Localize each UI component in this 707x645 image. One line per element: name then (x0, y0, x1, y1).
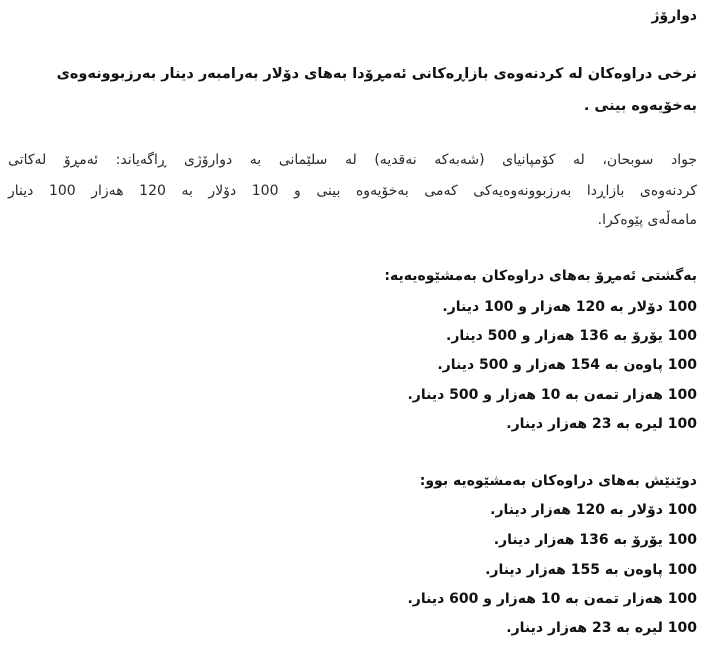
today-rate-dollar: 100 دۆلار بە 120 هەزار و 100 دینار. (442, 299, 697, 315)
today-rate-pound: 100 پاوەن بە 154 هەزار و 500 دینار. (437, 357, 697, 373)
yesterday-rate-lira: 100 لیرە بە 23 هەزار دینار. (506, 620, 697, 636)
yesterday-rate-toman: 100 هەزار تمەن بە 10 هەزار و 600 دینار. (407, 591, 697, 607)
paragraph-line-1: جواد سوبحان، لە کۆمپانیای (شەبەکە نەقدیە) لە سلێمانی بە دوارۆژی ڕاگەیاند: ئەمڕۆ لەکاتی (8, 152, 697, 168)
document-title: دوارۆژ (651, 8, 697, 24)
yesterday-rate-pound: 100 پاوەن بە 155 هەزار دینار. (485, 562, 697, 578)
yesterday-rates-heading: دوێنێش بەهای دراوەکان بەمشێوەیە بوو: (419, 473, 697, 489)
today-rate-toman: 100 هەزار تمەن بە 10 هەزار و 500 دینار. (407, 387, 697, 403)
paragraph-line-3: مامەڵەی پێوەکرا. (597, 212, 697, 228)
headline-line-2: بەخۆیەوە بینی . (583, 98, 697, 114)
yesterday-rate-dollar: 100 دۆلار بە 120 هەزار دینار. (490, 502, 697, 518)
today-rate-euro: 100 یۆرۆ بە 136 هەزار و 500 دینار. (446, 328, 697, 344)
today-rate-lira: 100 لیرە بە 23 هەزار دینار. (506, 416, 697, 432)
yesterday-rate-euro: 100 یۆرۆ بە 136 هەزار دینار. (493, 532, 697, 548)
headline-line-1: نرخی دراوەکان لە کردنەوەی بازاڕەکانی ئەمڕۆدا بەهای دۆلار بەرامبەر دینار بەرزبوونەوەی (56, 66, 697, 82)
paragraph-line-2: کردنەوەی بازاڕدا بەرزبوونەوەیەکی کەمی بەخۆیەوە بینی و 100 دۆلار بە 120 هەزار 100 دینار (8, 183, 697, 199)
today-rates-heading: بەگشتی ئەمڕۆ بەهای دراوەکان بەمشێوەیەیە: (384, 268, 697, 284)
